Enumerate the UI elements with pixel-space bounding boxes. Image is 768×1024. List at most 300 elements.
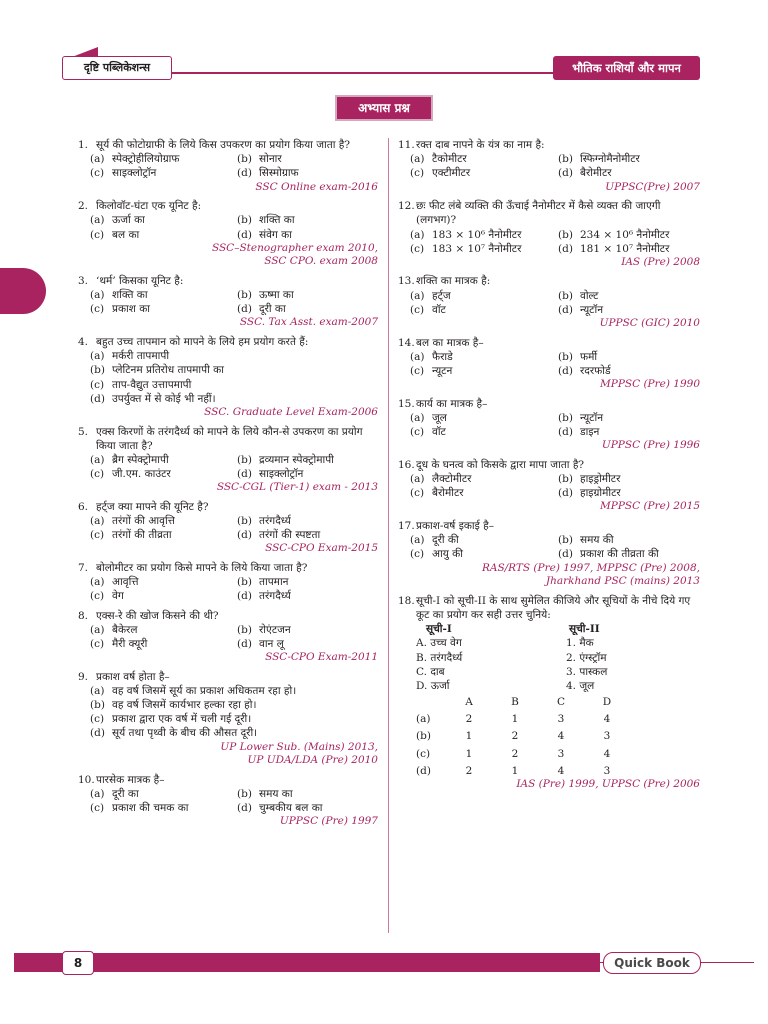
option — [237, 801, 378, 815]
option-text: समय का — [259, 788, 293, 801]
exam-source: SSC. Graduate Level Exam-2006 — [204, 405, 378, 418]
option — [90, 637, 231, 651]
question — [398, 274, 700, 330]
option — [237, 152, 378, 166]
option — [558, 364, 700, 378]
option-text: बैरोमीटर — [432, 487, 464, 500]
list2-item: 4. जूल — [566, 679, 595, 692]
option-text: प्रकाश द्वारा एक वर्ष में चली गई दूरी। — [112, 713, 252, 726]
option — [90, 514, 231, 528]
option-key: (d) — [237, 637, 252, 650]
option-key: (a) — [90, 214, 105, 227]
code-key: (a) — [416, 713, 431, 726]
option-key: (b) — [237, 153, 252, 166]
option — [90, 152, 231, 166]
code-value: 4 — [557, 730, 565, 743]
option-key: (b) — [558, 411, 573, 424]
publisher-label: दृष्टि पब्लिकेशन्स — [62, 56, 172, 80]
option-text: 183 × 10⁶ नैनोमीटर — [432, 228, 522, 241]
exam-source: SSC-CPO Exam-2011 — [265, 651, 378, 664]
option-text: तरंगों की स्पष्टता — [259, 529, 321, 542]
option-text: दूरी का — [259, 303, 286, 316]
option-key: (c) — [410, 167, 425, 180]
option-text: बैरोमीटर — [580, 167, 612, 180]
option-text: वान लू — [259, 637, 284, 650]
options — [398, 533, 700, 561]
exam-source: UPPSC(Pre) 2007 — [605, 180, 700, 193]
option-text: साइक्लोट्रॉन — [112, 167, 157, 180]
options — [78, 684, 378, 741]
option-text: वॉट — [432, 303, 446, 316]
question-text: एक्स-रे की खोज किसने की थी? — [96, 609, 219, 622]
option-text: न्यूटॉन — [580, 303, 604, 316]
list1-item: C. दाब — [416, 665, 445, 678]
option-key: (d) — [237, 529, 252, 542]
option-text: फैराडे — [432, 350, 453, 363]
question-text: दूध के घनत्व को किसके द्वारा मापा जाता है? — [416, 458, 585, 471]
code-value: 3 — [603, 730, 611, 743]
option-key: (d) — [237, 228, 252, 241]
option-key: (c) — [90, 529, 105, 542]
option-text: वह वर्ष जिसमें सूर्य का प्रकाश अधिकतम रहा हो। — [112, 684, 297, 697]
option — [410, 228, 552, 242]
option-text: आयु की — [432, 548, 463, 561]
option-key: (d) — [558, 548, 573, 561]
option — [558, 303, 700, 317]
option-key: (b) — [237, 289, 252, 302]
option-key: (a) — [90, 350, 105, 363]
option — [90, 166, 231, 180]
option-key: (a) — [90, 684, 105, 697]
option — [237, 213, 378, 227]
options — [398, 350, 700, 378]
option-text: न्यूटन — [432, 364, 453, 377]
question — [398, 397, 700, 453]
exam-source: UPPSC (Pre) 1997 — [279, 815, 378, 828]
option — [410, 364, 552, 378]
option-key: (d) — [558, 167, 573, 180]
options — [78, 623, 378, 651]
option — [558, 289, 700, 303]
code-row — [416, 747, 700, 761]
code-value: 3 — [603, 764, 611, 777]
exam-source: UP Lower Sub. (Mains) 2013, — [220, 740, 378, 753]
question-stem — [398, 458, 700, 472]
question-stem — [398, 519, 700, 533]
option-key: (c) — [90, 468, 105, 481]
option — [90, 787, 231, 801]
option-key: (a) — [90, 289, 105, 302]
section-title: अभ्यास प्रश्न — [335, 95, 433, 121]
option — [90, 363, 378, 377]
code-header — [416, 695, 700, 709]
question-number: 8. — [78, 609, 89, 622]
option-key: (b) — [558, 289, 573, 302]
code-value: 2 — [511, 747, 519, 760]
option — [237, 575, 378, 589]
option-text: वोल्ट — [580, 289, 599, 302]
option-text: वह वर्ष जिसमें कार्यभार हल्का रहा हो। — [112, 699, 257, 712]
option-key: (d) — [558, 242, 573, 255]
question-text: बहुत उच्च तापमान को मापने के लिये हम प्रयोग करते हैं: — [96, 336, 309, 349]
options — [78, 152, 378, 180]
option — [410, 547, 552, 561]
option-text: प्लेटिनम प्रतिरोध तापमापी का — [112, 364, 224, 377]
option-key: (a) — [410, 534, 425, 547]
option-text: शक्ति का — [112, 289, 148, 302]
question — [78, 670, 378, 768]
option-text: संवेग का — [259, 228, 292, 241]
option-text: हाइग्रोमीटर — [580, 487, 621, 500]
code-key: (c) — [416, 747, 431, 760]
option — [237, 467, 378, 481]
option-text: 183 × 10⁷ नैनोमीटर — [432, 242, 522, 255]
option — [410, 533, 552, 547]
exam-source: UP UDA/LDA (Pre) 2010 — [247, 754, 378, 767]
option-key: (b) — [237, 576, 252, 589]
option-key: (b) — [90, 699, 105, 712]
option-text: जी.एम. काउंटर — [112, 468, 171, 481]
question — [78, 425, 378, 495]
options — [78, 514, 378, 542]
option-key: (d) — [237, 590, 252, 603]
option — [90, 349, 378, 363]
option-text: हाइड्रोमीटर — [580, 473, 621, 486]
exam-source: SSC. Tax Asst. exam-2007 — [239, 316, 378, 329]
option-key: (d) — [237, 303, 252, 316]
question — [398, 336, 700, 392]
option-text: दूरी की — [432, 534, 459, 547]
option-key: (c) — [90, 713, 105, 726]
option-text: वॉट — [432, 426, 446, 439]
option-text: ऊर्जा का — [112, 214, 145, 227]
option — [410, 486, 552, 500]
option-key: (b) — [90, 364, 105, 377]
option-key: (b) — [558, 350, 573, 363]
question-stem — [398, 336, 700, 350]
question-text: एक्स किरणों के तरंगदैर्ध्य को मापने के लिये कौन-से उपकरण का प्रयोग किया जाता है? — [96, 425, 363, 452]
option — [90, 467, 231, 481]
exam-source: SSC–Stenographer exam 2010, — [211, 241, 378, 254]
question-text: बल का मात्रक है– — [416, 336, 484, 349]
options — [398, 411, 700, 439]
option-key: (a) — [90, 515, 105, 528]
options — [78, 575, 378, 603]
exam-source: IAS (Pre) 1999, UPPSC (Pre) 2006 — [516, 777, 700, 790]
option-text: बैकेरल — [112, 623, 138, 636]
code-row — [416, 764, 700, 778]
exam-source: SSC-CPO Exam-2015 — [265, 542, 378, 555]
option-key: (d) — [558, 426, 573, 439]
exam-source: IAS (Pre) 2008 — [621, 255, 700, 268]
exam-source: RAS/RTS (Pre) 1997, MPPSC (Pre) 2008, — [481, 561, 700, 574]
code-value: 1 — [465, 730, 473, 743]
question-stem — [78, 561, 378, 575]
option-text: ऊष्मा का — [259, 289, 294, 302]
option-key: (a) — [410, 153, 425, 166]
option-text: द्रव्यमान स्पेक्ट्रोमापी — [259, 453, 334, 466]
question-stem — [398, 138, 700, 152]
option — [558, 350, 700, 364]
exam-source: UPPSC (Pre) 1996 — [601, 439, 700, 452]
match-row — [416, 636, 700, 650]
option — [410, 166, 552, 180]
option-key: (b) — [558, 228, 573, 241]
question-stem — [398, 274, 700, 288]
option — [90, 726, 378, 740]
option-key: (c) — [90, 378, 105, 391]
code-header-cell: A — [465, 696, 473, 709]
exam-source: SSC CPO. exam 2008 — [264, 255, 378, 268]
option-key: (b) — [237, 214, 252, 227]
question-number: 10. — [78, 773, 95, 786]
code-value: 4 — [557, 764, 565, 777]
option-text: प्रकाश की तीव्रता की — [580, 548, 659, 561]
question-stem — [398, 397, 700, 411]
code-value: 2 — [465, 764, 473, 777]
list1-item: D. ऊर्जा — [416, 679, 450, 692]
option — [410, 152, 552, 166]
question — [398, 519, 700, 589]
option-key: (d) — [558, 487, 573, 500]
match-lists — [398, 622, 700, 778]
option-key: (d) — [237, 468, 252, 481]
question-text: बोलोमीटर का प्रयोग किसे मापने के लिये किया जाता है? — [96, 562, 308, 575]
option-text: न्यूटॉन — [580, 411, 604, 424]
option-key: (b) — [558, 473, 573, 486]
option-key: (c) — [90, 228, 105, 241]
option-key: (c) — [410, 242, 425, 255]
code-header-cell: D — [602, 696, 612, 709]
question-text: सूची-I को सूची-II के साथ सुमेलित कीजिये और सूचियों के नीचे दिये गए कूट का प्रयोग कर सही उत्तर चुनिये: — [416, 594, 691, 622]
option-key: (c) — [410, 303, 425, 316]
exam-source: UPPSC (GIC) 2010 — [599, 317, 700, 329]
option-text: स्पेक्ट्रोहीलियोग्राफ — [112, 153, 180, 166]
match-row — [416, 651, 700, 665]
option-text: एक्टीमीटर — [432, 167, 471, 180]
code-value: 1 — [465, 747, 473, 760]
option — [90, 528, 231, 542]
code-key: (b) — [416, 730, 431, 743]
option-text: तरंगों की आवृत्ति — [112, 515, 175, 528]
option-text: स्फिग्नोमैनोमीटर — [580, 153, 640, 166]
question-number: 16. — [398, 458, 415, 471]
options — [398, 289, 700, 317]
option-text: मर्करी तापमापी — [112, 350, 170, 363]
option-key: (d) — [558, 303, 573, 316]
options — [78, 453, 378, 481]
option-key: (b) — [558, 534, 573, 547]
question-stem — [78, 138, 378, 152]
option-text: रोएंटजन — [259, 623, 291, 636]
option — [237, 528, 378, 542]
question-stem — [78, 609, 378, 623]
code-value: 3 — [557, 747, 565, 760]
option-key: (d) — [90, 392, 105, 405]
question-number: 3. — [78, 274, 89, 287]
question-number: 11. — [398, 139, 415, 151]
option-text: तापमान — [259, 576, 289, 589]
list2-item: 1. मैक — [566, 637, 594, 650]
list2-item: 2. एंग्स्ट्रॉम — [566, 651, 607, 664]
option-key: (a) — [410, 473, 425, 486]
question-text: कार्य का मात्रक है– — [416, 397, 488, 410]
question-text: पारसेक मात्रक है– — [96, 773, 165, 786]
exam-source: Jharkhand PSC (mains) 2013 — [545, 575, 700, 588]
question-number: 5. — [78, 425, 89, 438]
option — [410, 425, 552, 439]
code-value: 4 — [603, 747, 611, 760]
option-key: (d) — [558, 364, 573, 377]
option — [558, 242, 700, 256]
option-text: हर्ट्ज — [432, 289, 451, 302]
question — [398, 138, 700, 194]
option-text: ताप-वैद्युत उत्तापमापी — [112, 378, 192, 391]
match-list-headers — [416, 622, 700, 636]
option-text: ब्रैग स्पेक्ट्रोमापी — [112, 453, 169, 466]
option — [90, 302, 231, 316]
options — [78, 288, 378, 316]
option — [410, 411, 552, 425]
question — [78, 609, 378, 665]
list1-item: A. उच्च वेग — [416, 637, 462, 650]
question — [78, 138, 378, 194]
option — [237, 288, 378, 302]
option-key: (c) — [90, 303, 105, 316]
option-key: (a) — [410, 228, 425, 241]
option-text: लैक्टोमीटर — [432, 473, 472, 486]
question-number: 12. — [398, 200, 415, 213]
option-key: (a) — [90, 788, 105, 801]
option — [558, 425, 700, 439]
question-stem — [398, 594, 700, 622]
option-key: (a) — [410, 350, 425, 363]
option-key: (c) — [410, 487, 425, 500]
exam-source: SSC-CGL (Tier-1) exam - 2013 — [216, 481, 378, 494]
question-number: 14. — [398, 336, 415, 349]
exam-source: SSC Online exam-2016 — [255, 180, 378, 193]
option — [90, 392, 378, 406]
option-key: (b) — [558, 153, 573, 166]
code-key: (d) — [416, 764, 431, 777]
question-stem — [78, 199, 378, 213]
question-stem — [78, 274, 378, 288]
option — [90, 228, 231, 242]
option-text: डाइन — [580, 426, 600, 439]
option-text: सूर्य तथा पृथ्वी के बीच की औसत दूरी। — [112, 727, 258, 740]
option — [558, 411, 700, 425]
option — [90, 801, 231, 815]
option-text: फर्मी — [580, 350, 598, 363]
question — [78, 199, 378, 269]
option-text: टैकोमीटर — [432, 153, 467, 166]
option-key: (d) — [237, 802, 252, 815]
question — [78, 500, 378, 556]
question-stem — [78, 425, 378, 453]
chapter-title: भौतिक राशियाँ और मापन — [553, 56, 700, 80]
option — [90, 288, 231, 302]
question-number: 17. — [398, 520, 415, 533]
question-number: 4. — [78, 336, 89, 349]
option — [558, 152, 700, 166]
options — [78, 213, 378, 241]
option — [90, 453, 231, 467]
question-text: प्रकाश-वर्ष इकाई है– — [416, 520, 494, 533]
options — [398, 228, 700, 256]
option — [237, 302, 378, 316]
option — [90, 684, 378, 698]
option — [90, 589, 231, 603]
option — [90, 712, 378, 726]
option-text: साइक्लोट्रॉन — [259, 468, 304, 481]
option — [410, 303, 552, 317]
question-text: सूर्य की फोटोग्राफी के लिये किस उपकरण का प्रयोग किया जाता है? — [96, 139, 351, 151]
option-key: (b) — [237, 515, 252, 528]
left-column — [78, 138, 378, 834]
option-key: (a) — [90, 623, 105, 636]
question-number: 15. — [398, 397, 415, 410]
option-key: (c) — [410, 364, 425, 377]
option-key: (b) — [237, 788, 252, 801]
option — [558, 228, 700, 242]
option-text: 234 × 10⁶ नैनोमीटर — [580, 228, 670, 241]
option — [410, 472, 552, 486]
option — [237, 623, 378, 637]
code-header-cell: C — [556, 696, 566, 709]
question-number: 6. — [78, 500, 89, 513]
question-text: प्रकाश वर्ष होता है– — [96, 670, 170, 683]
code-row — [416, 729, 700, 743]
options — [78, 349, 378, 406]
code-header-cell: B — [511, 696, 519, 709]
question-number: 2. — [78, 200, 89, 213]
question — [398, 458, 700, 514]
options — [398, 472, 700, 500]
question-number: 9. — [78, 670, 89, 683]
option — [237, 166, 378, 180]
list1-item: B. तरंगदैर्ध्य — [416, 651, 463, 664]
options — [78, 787, 378, 815]
option — [237, 637, 378, 651]
option-text: तरंगदैर्ध्य — [259, 515, 291, 528]
option-key: (b) — [237, 453, 252, 466]
option-text: प्रकाश की चमक का — [112, 802, 189, 815]
question — [78, 274, 378, 330]
question-text: हर्ट्ज क्या मापने की यूनिट है? — [96, 500, 209, 513]
option — [410, 350, 552, 364]
option-key: (d) — [90, 727, 105, 740]
option-text: सोनार — [259, 153, 282, 166]
option-key: (a) — [90, 453, 105, 466]
option-text: मैरी क्यूरी — [112, 637, 148, 650]
option-key: (c) — [90, 802, 105, 815]
question-stem — [78, 670, 378, 684]
code-value: 2 — [511, 730, 519, 743]
option — [237, 453, 378, 467]
option — [237, 589, 378, 603]
question-number: 1. — [78, 139, 89, 151]
option-text: उपर्युक्त में से कोई भी नहीं। — [112, 392, 216, 405]
option — [558, 547, 700, 561]
question-stem — [78, 335, 378, 349]
option-key: (a) — [90, 576, 105, 589]
code-value: 1 — [511, 713, 519, 726]
option — [558, 472, 700, 486]
book-badge: Quick Book — [603, 952, 701, 974]
page-number: 8 — [62, 951, 94, 975]
question-number: 18. — [398, 594, 415, 607]
question-number: 13. — [398, 275, 415, 288]
